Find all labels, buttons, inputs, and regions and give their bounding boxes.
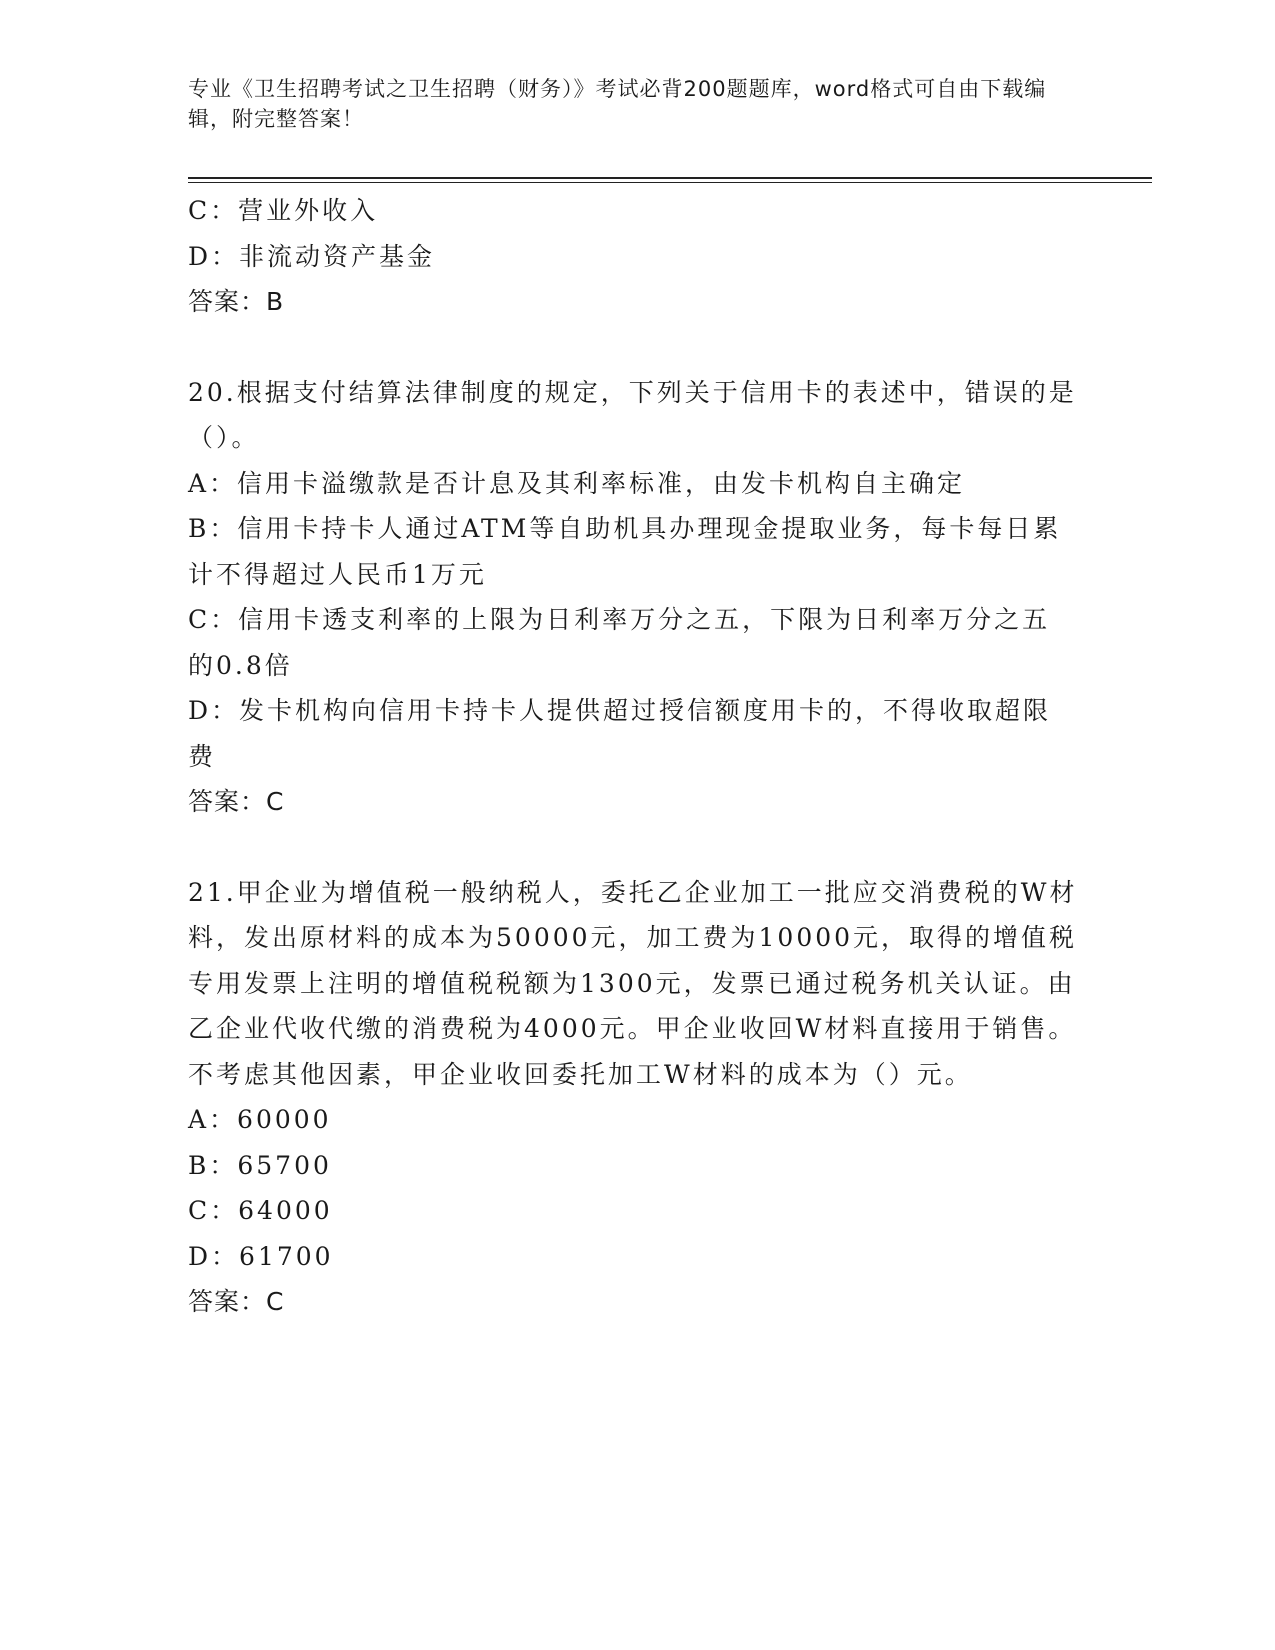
question-stem: 21.甲企业为增值税一般纳税人，委托乙企业加工一批应交消费税的W材料，发出原材料的成本为50000元，加工费为10000元，取得的增值税专用发票上注明的增值税税额为1300元，发票已通过税务机关认证。由乙企业代收代缴的消费税为4000元。甲企业收回W材料直接用于销售。不考虑其他因素，甲企业收回委托加工W材料的成本为（）元。 <box>188 877 1078 1089</box>
question-21 <box>188 870 1078 1325</box>
option-a: A：信用卡溢缴款是否计息及其利率标准，由发卡机构自主确定 <box>188 468 966 498</box>
header-divider-thin <box>188 182 1152 183</box>
spacer <box>188 325 1078 370</box>
header-divider <box>188 177 1152 179</box>
option-b: B：信用卡持卡人通过ATM等自助机具办理现金提取业务，每卡每日累计不得超过人民币1万元 <box>188 514 1062 589</box>
option-d: D：61700 <box>188 1241 334 1271</box>
option-a: A：60000 <box>188 1105 332 1134</box>
answer: 答案：C <box>188 787 285 816</box>
question-stem: 20.根据支付结算法律制度的规定，下列关于信用卡的表述中，错误的是（）。 <box>188 377 1077 452</box>
option-c: C：64000 <box>188 1196 333 1225</box>
question-content <box>188 188 1078 1325</box>
option-c: C：信用卡透支利率的上限为日利率万分之五，下限为日利率万分之五的0.8倍 <box>188 605 1051 680</box>
question-20 <box>188 370 1078 825</box>
header-title: 专业《卫生招聘考试之卫生招聘（财务）》考试必背200题题库，word格式可自由下载编辑，附完整答案！ <box>188 77 1047 131</box>
option-d: D：非流动资产基金 <box>188 241 436 271</box>
option-c: C：营业外收入 <box>188 196 379 225</box>
option-d: D：发卡机构向信用卡持卡人提供超过授信额度用卡的，不得收取超限费 <box>188 696 1052 771</box>
spacer <box>188 825 1078 870</box>
document-header <box>188 74 1068 134</box>
question-19-tail <box>188 188 1078 325</box>
answer: 答案：C <box>188 1287 285 1316</box>
answer: 答案：B <box>188 287 285 316</box>
option-b: B：65700 <box>188 1150 332 1180</box>
